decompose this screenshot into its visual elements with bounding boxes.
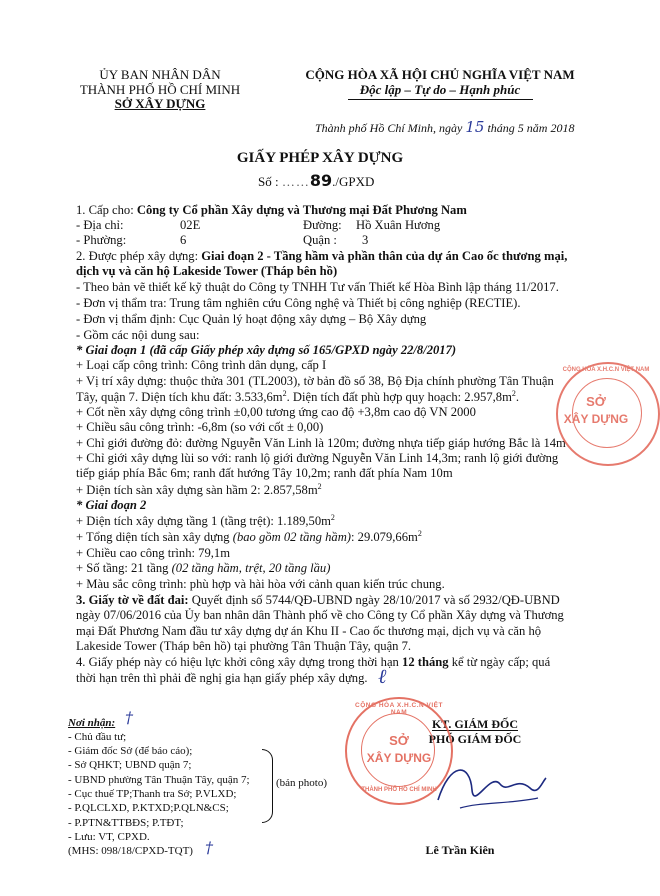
phase-2-floors [76,561,330,576]
section-1 [76,203,467,218]
floors-label: + Số tầng: 21 tầng [76,561,172,575]
seal-inner-ring [361,713,435,787]
section-3-a [76,593,560,608]
phase-2-color: + Màu sắc công trình: phù hợp và hài hòa với cảnh quan kiến trúc chung. [76,577,445,591]
section-3-d: Lakeside Tower (Tháp bên hồ) tại phường Tân Thuận Tây, quận 7. [76,639,412,653]
nation-title: CỘNG HÒA XÃ HỘI CHỦ NGHĨA VIỆT NAM [305,67,575,82]
address-row [76,218,124,233]
edge-seal-center-1: SỞ [586,394,606,409]
phase-1-setback-a: + Chỉ giới xây dựng lùi so với: ranh lộ giới đường Nguyễn Văn Linh 14,3m; ranh lộ giới đường [76,451,559,465]
total-area-note: (bao gồm 02 tầng hầm) [232,530,351,545]
seal-center-1: SỞ [389,733,409,748]
seal-ring-text: CỘNG HÒA X.H.C.N VIỆT NAM [355,702,443,716]
location-end: . [515,390,520,405]
signature-title-2: PHÓ GIÁM ĐỐC [428,732,522,746]
official-seal [345,697,453,805]
section-2-label: 2. Được phép xây dựng: [76,249,199,263]
validity-tail: kể từ ngày cấp; quá [448,655,551,669]
recipient-8: (MHS: 098/18/CPXD-TQT) [68,845,193,857]
phase-2-height: + Chiều cao công trình: 79,1m [76,546,231,560]
recipients-brace [262,749,273,823]
agency-line-2: THÀNH PHỐ HỒ CHÍ MINH [79,82,241,97]
issue-date [315,118,574,136]
number-dots: …… [281,174,310,189]
district-value: 3 [362,233,369,247]
validity-text: 4. Giấy phép này có hiệu lực khởi công xây dựng trong thời hạn [76,655,403,669]
phase-2-total-area: + Tổng diện tích sàn xây dựng (bao gồm 02 tầng hầm): $29.079,66m^2$ [76,529,422,545]
recipient-0: - Chủ đầu tư; [68,731,127,743]
address-value: 02E [180,218,201,232]
ward-label: - Phường: [76,233,127,247]
permit-number [258,171,374,190]
basement-area-text: + Diện tích sàn xây dựng sàn hầm 2: 2.857,58m [76,483,318,498]
section-3-c: mại Đất Phương Nam đầu tư xây dựng dự án Khu II - Cao ốc thương mại, dịch vụ và căn hộ [76,624,542,638]
motto-underline [348,99,533,100]
planning-area: . Diện tích đất phù hợp quy hoạch: 2.957,8m [286,390,512,405]
number-value: 89 [309,171,333,190]
phase-2-heading: * Giai đoạn 2 [76,498,147,512]
seal-center-2: XÂY DỰNG [366,751,432,765]
recipient-2: - Sở QHKT; UBND quận 7; [68,759,192,771]
appraisal-unit-line: - Đơn vị thẩm định: Cục Quản lý hoạt động xây dựng – Bộ Xây dựng [76,312,427,326]
recipient-1: - Giám đốc Sở (để báo cáo); [68,745,193,757]
phase-1-heading: * Giai đoạn 1 (đã cấp Giấy phép xây dựng số 165/GPXD ngày 22/8/2017) [76,343,457,357]
nation-motto: Độc lập – Tự do – Hạnh phúc [359,82,521,97]
review-unit-line: - Đơn vị thẩm tra: Trung tâm nghiên cứu Công nghệ và Thiết bị công nghiệp (RECTIE). [76,296,521,310]
section-4-a [76,655,550,670]
copy-note: (bản photo) [276,777,328,789]
recipient-3: - UBND phường Tân Thuận Tây, quận 7; [68,774,250,786]
recipient-4: - Cục thuế TP;Thanh tra Sở; P.VLXD; [68,788,237,800]
agency-name: SỞ XÂY DỰNG [114,96,206,111]
district-label: Quận : [303,233,337,247]
ground-area-text: + Diện tích xây dựng tầng 1 (tầng trệt): 1.189,50m [76,514,331,529]
company-name: Công ty Cổ phần Xây dựng và Thương mại Đất Phương Nam [136,203,467,217]
date-day-handwritten: 15 [465,118,485,136]
contents-line: - Gồm các nội dung sau: [76,328,200,342]
initial-mark: ℓ [378,664,387,688]
phase-1-depth: + Chiều sâu công trình: -6,8m (so với cốt ± 0,00) [76,420,324,434]
section-1-label: 1. Cấp cho: [76,203,134,217]
phase-1-basement-area: + Diện tích sàn xây dựng sàn hầm 2: $2.857,58m^2$ [76,482,322,498]
section-3-label: 3. Giấy tờ về đất đai: [76,593,189,607]
number-suffix: ./GPXD [332,174,375,189]
section-3-decision: Quyết định số 5744/QĐ-UBND ngày 28/10/2017 và số 2932/QĐ-UBND [188,593,560,607]
address-label: - Địa chỉ: [76,218,124,232]
ward-value: 6 [180,233,187,247]
phase-1-location-b: Tây, quận 7. Diện tích khu đất: $3.533,6m^2$. Diện tích đất phù hợp quy hoạch: $2.957,8m^2$. [76,389,520,405]
design-line: - Theo bản vẽ thiết kế kỹ thuật do Công ty TNHH Tư vấn Thiết kế Hòa Bình lập tháng 11/2017. [76,280,559,294]
recipient-6: - P.PTN&TTBĐS; P.TĐT; [68,817,184,829]
floors-note: (02 tầng hầm, trệt, 20 tầng lầu) [171,561,331,575]
edge-seal [556,362,660,466]
mhs-initial: † [205,838,213,857]
street-label: Đường: [303,218,342,232]
seal-bottom-text: THÀNH PHỐ HỒ CHÍ MINH [361,787,437,793]
phase-2-ground-area: + Diện tích xây dựng tầng 1 (tầng trệt): $1.189,50m^2$ [76,513,335,529]
number-prefix: Số : [258,174,279,189]
section-2-title-1 [76,249,567,264]
recipient-5: - P.QLCLXD, P.KTXD;P.QLN&CS; [68,802,229,814]
section-4-b: thời hạn trên thì phải đề nghị gia hạn giấy phép xây dựng. [76,671,368,685]
land-area: Tây, quận 7. Diện tích khu đất: 3.533,6m [76,390,283,405]
validity-duration: 12 tháng [402,655,449,669]
date-suffix: tháng 5 năm 2018 [487,121,575,135]
agency-line-1: ỦY BAN NHÂN DÂN [99,67,221,82]
total-area-label: + Tổng diện tích sàn xây dựng [76,530,233,545]
phase-1-location-a: + Vị trí xây dựng: thuộc thửa 301 (TL2003), tờ bản đồ số 38, Bộ Địa chính phường Tân Thuận [76,374,554,388]
signer-name: Lê Trần Kiên [425,843,495,857]
edge-seal-ring-text: CỘNG HÒA X.H.C.N VIỆT NAM [562,367,650,373]
section-2-title-2: dịch vụ và căn hộ Lakeside Tower (Tháp bên hồ) [76,264,338,278]
street-value: Hồ Xuân Hương [356,218,441,232]
section-2-title: Giai đoạn 2 - Tầng hầm và phần thân của dự án Cao ốc thương mại, [201,249,568,263]
recipients-initial: † [125,708,133,727]
phase-1-setback-b: tiếp giáp phía Bắc 6m; ranh đất hướng Tây 10,2m; ranh đất phía Nam 10m [76,466,453,480]
signature-title-1: KT. GIÁM ĐỐC [431,717,519,731]
edge-seal-center-2: XÂY DỰNG [563,412,629,426]
recipient-7: - Lưu: VT, CPXD. [68,831,150,843]
section-3-b: ngày 07/06/2016 của Ủy ban nhân dân Thành phố về cho Công ty Cổ phần Xây dựng và Thương [76,608,564,622]
phase-1-elevation: + Cốt nền xây dựng công trình ±0,00 tương ứng cao độ +3,8m cao độ VN 2000 [76,405,476,419]
document-title: GIẤY PHÉP XÂY DỰNG [236,150,404,166]
total-area-value: : 29.079,66m [351,530,418,545]
date-prefix: Thành phố Hồ Chí Minh, ngày [315,121,463,135]
phase-1-redline: + Chỉ giới đường đỏ: đường Nguyễn Văn Linh là 120m; đường nhựa tiếp giáp hướng Bắc là 14m [76,436,566,450]
phase-1-class: + Loại cấp công trình: Công trình dân dụng, cấp I [76,358,327,372]
recipients-title: Nơi nhận: [68,717,116,729]
ward-row [76,233,126,248]
